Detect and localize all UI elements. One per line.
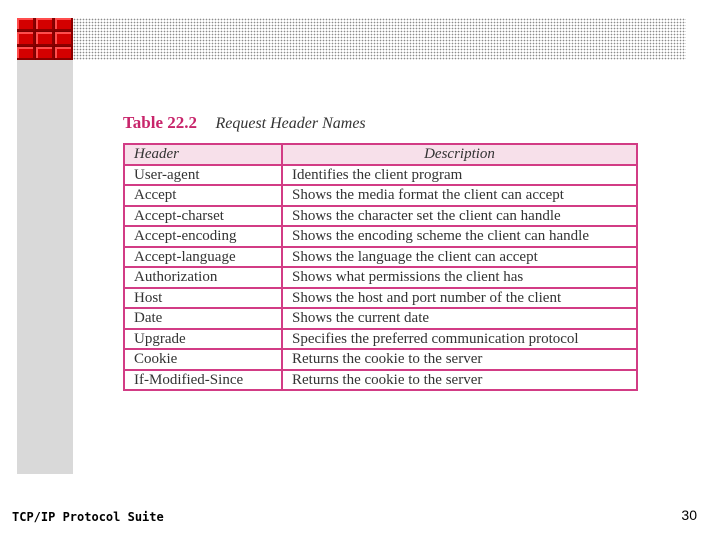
header-description-cell: Shows the media format the client can accept (282, 185, 637, 206)
logo-cell (55, 32, 73, 45)
left-sidebar-bar (17, 60, 73, 474)
header-name-cell: Accept (124, 185, 282, 206)
logo-cell (36, 18, 54, 31)
header-pattern-band (73, 18, 686, 60)
table-row (124, 267, 637, 288)
table-caption (123, 113, 366, 133)
header-description-cell: Identifies the client program (282, 165, 637, 186)
table-row (124, 185, 637, 206)
table-title: Request Header Names (215, 115, 366, 132)
header-name-cell: Accept-language (124, 247, 282, 268)
logo-cell (17, 32, 35, 45)
header-name-cell: Accept-encoding (124, 226, 282, 247)
table-row (124, 329, 637, 350)
logo-cell (55, 47, 73, 60)
header-name-cell: Upgrade (124, 329, 282, 350)
logo-cell (36, 32, 54, 45)
header-name-cell: User-agent (124, 165, 282, 186)
header-name-cell: If-Modified-Since (124, 370, 282, 391)
table-row (124, 247, 637, 268)
header-description-cell: Shows the current date (282, 308, 637, 329)
request-header-table (123, 143, 638, 391)
column-header-description: Description (282, 144, 637, 165)
header-name-cell: Authorization (124, 267, 282, 288)
table-row (124, 349, 637, 370)
header-description-cell: Returns the cookie to the server (282, 370, 637, 391)
table-row (124, 288, 637, 309)
header-name-cell: Host (124, 288, 282, 309)
table-number: Table 22.2 (123, 113, 198, 132)
table-row (124, 370, 637, 391)
header-name-cell: Date (124, 308, 282, 329)
header-name-cell: Cookie (124, 349, 282, 370)
logo-cell (17, 18, 35, 31)
column-header-header: Header (124, 144, 282, 165)
header-description-cell: Shows what permissions the client has (282, 267, 637, 288)
header-description-cell: Shows the encoding scheme the client can handle (282, 226, 637, 247)
page-number: 30 (681, 507, 697, 523)
header-description-cell: Shows the language the client can accept (282, 247, 637, 268)
logo-grid (17, 18, 73, 60)
table-row (124, 308, 637, 329)
table-row (124, 226, 637, 247)
table-row (124, 165, 637, 186)
logo-cell (17, 47, 35, 60)
table-row (124, 206, 637, 227)
header-description-cell: Returns the cookie to the server (282, 349, 637, 370)
header-description-cell: Shows the character set the client can handle (282, 206, 637, 227)
logo-cell (55, 18, 73, 31)
footer-course-title: TCP/IP Protocol Suite (12, 510, 164, 524)
header-name-cell: Accept-charset (124, 206, 282, 227)
header-description-cell: Specifies the preferred communication protocol (282, 329, 637, 350)
header-description-cell: Shows the host and port number of the client (282, 288, 637, 309)
logo-cell (36, 47, 54, 60)
table-header-row (124, 144, 637, 165)
